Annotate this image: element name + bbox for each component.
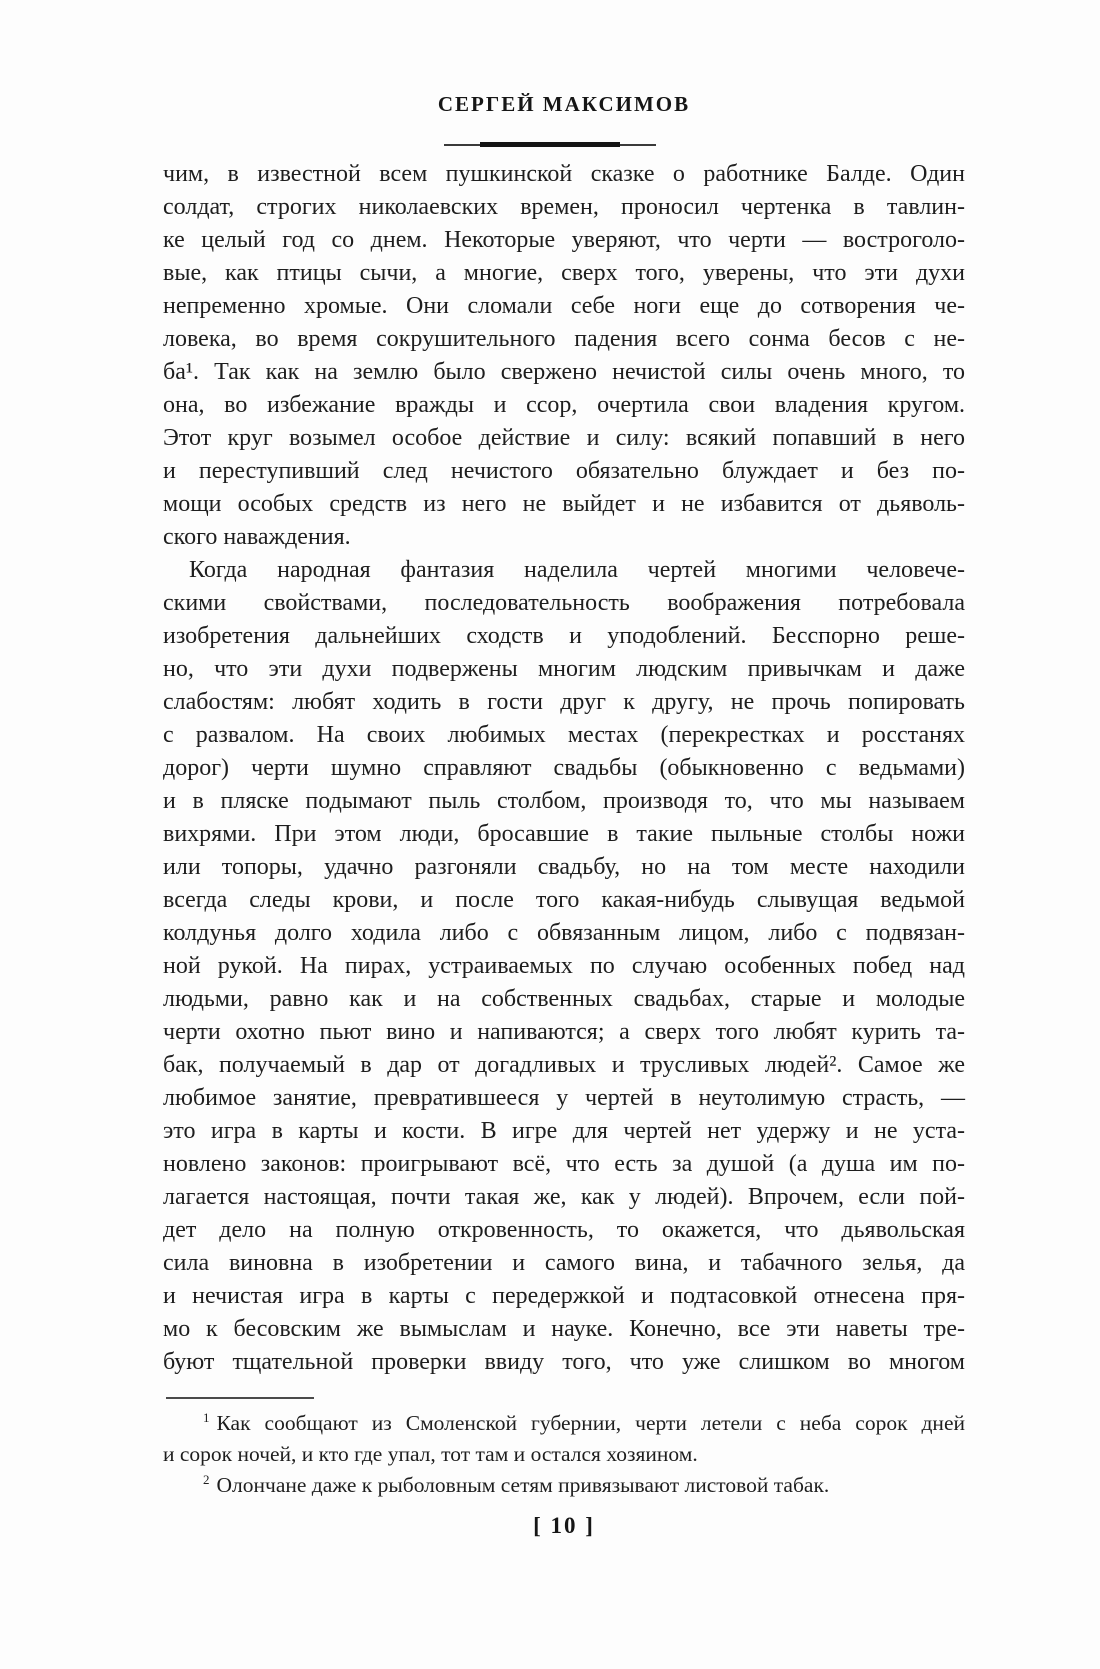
- text-line: солдат, строгих николаевских времен, проносил чертенка в тавлин-: [163, 194, 965, 220]
- page-number: [ 10 ]: [533, 1513, 595, 1538]
- header-divider-thick-segment: [480, 142, 620, 147]
- text-line: вихрями. При этом люди, бросавшие в такие пыльные столбы ножи: [163, 821, 965, 847]
- text-line: чим, в известной всем пушкинской сказке о работнике Балде. Один: [163, 161, 965, 187]
- text-line: слабостям: любят ходить в гости друг к другу, не прочь попировать: [163, 689, 965, 715]
- text-line: сила виновна в изобретении и самого вина, и табачного зелья, да: [163, 1250, 965, 1276]
- footnote-marker: 2: [203, 1471, 210, 1487]
- text-line: дет дело на полную откровенность, то окажется, что дьявольская: [163, 1217, 965, 1243]
- page-footer: [163, 1513, 965, 1539]
- text-line: колдунья долго ходила либо с обвязанным лицом, либо с подвязан-: [163, 920, 965, 946]
- header-divider: [444, 142, 656, 147]
- text-line: ной рукой. На пирах, устраиваемых по случаю особенных побед над: [163, 953, 965, 979]
- text-line: мощи особых средств из него не выйдет и не избавится от дьяволь-: [163, 491, 965, 517]
- body-text: [163, 158, 965, 1379]
- text-line: она, во избежание вражды и ссор, очертила свои владения кругом.: [163, 392, 965, 418]
- text-line: любимое занятие, превратившееся у чертей в неутолимую страсть, —: [163, 1085, 965, 1111]
- text-line: и нечистая игра в карты с передержкой и подтасовкой отнесена пря-: [163, 1283, 965, 1309]
- text-line: бак, получаемый в дар от догадливых и трусливых людей². Самое же: [163, 1052, 965, 1078]
- text-line: изобретения дальнейших сходств и уподоблений. Бесспорно реше-: [163, 623, 965, 649]
- text-line: лагается настоящая, почти такая же, как у людей). Впрочем, если пой-: [163, 1184, 965, 1210]
- text-line: Когда народная фантазия наделила чертей многими человече-: [189, 557, 965, 583]
- text-line: черти охотно пьют вино и напиваются; а сверх того любят курить та-: [163, 1019, 965, 1045]
- text-line: ского наваждения.: [163, 524, 351, 550]
- footnotes: [163, 1408, 965, 1501]
- text-line: мо к бесовским же вымыслам и науке. Конечно, все эти наветы тре-: [163, 1316, 965, 1342]
- footnote-text: Как сообщают из Смоленской губернии, черти летели с неба сорок дней: [216, 1411, 965, 1435]
- footnote-marker: 1: [203, 1409, 210, 1425]
- text-line: всегда следы крови, и после того какая-нибудь слывущая ведьмой: [163, 887, 965, 913]
- text-line: вые, как птицы сычи, а многие, сверх того, уверены, что эти духи: [163, 260, 965, 286]
- text-line: с развалом. На своих любимых местах (перекрестках и росстанях: [163, 722, 965, 748]
- text-line: скими свойствами, последовательность воображения потребовала: [163, 590, 965, 616]
- text-line: но, что эти духи подвержены многим людским привычкам и даже: [163, 656, 965, 682]
- footnote-line: [163, 1408, 965, 1439]
- text-line: и переступивший след нечистого обязательно блуждает и без по-: [163, 458, 965, 484]
- text-line: ке целый год со днем. Некоторые уверяют, что черти — востроголо-: [163, 227, 965, 253]
- text-line: ба¹. Так как на землю было свержено нечистой силы очень много, то: [163, 359, 965, 385]
- footnote-text: Олончане даже к рыболовным сетям привязывают листовой табак.: [216, 1473, 830, 1497]
- text-line: и в пляске подымают пыль столбом, производя то, что мы называем: [163, 788, 965, 814]
- running-head-author: СЕРГЕЙ МАКСИМОВ: [437, 92, 691, 116]
- text-line: это игра в карты и кости. В игре для чертей нет удержу и не уста-: [163, 1118, 965, 1144]
- text-line: непременно хромые. Они сломали себе ноги еще до сотворения че-: [163, 293, 965, 319]
- footnote-line: и сорок ночей, и кто где упал, тот там и остался хозяином.: [163, 1442, 698, 1466]
- text-line: людьми, равно как и на собственных свадьбах, старые и молодые: [163, 986, 965, 1012]
- text-line: буют тщательной проверки ввиду того, что уже слишком во многом: [163, 1349, 965, 1375]
- text-line: ловека, во время сокрушительного падения всего сонма бесов с не-: [163, 326, 965, 352]
- footnote-rule: [166, 1397, 314, 1399]
- text-line: или топоры, удачно разгоняли свадьбу, но на том месте находили: [163, 854, 965, 880]
- text-line: дорог) черти шумно справляют свадьбы (обыкновенно с ведьмами): [163, 755, 965, 781]
- text-line: Этот круг возымел особое действие и силу: всякий попавший в него: [163, 425, 965, 451]
- text-line: новлено законов: проигрывают всё, что есть за душой (а душа им по-: [163, 1151, 965, 1177]
- footnote-line: [163, 1470, 965, 1501]
